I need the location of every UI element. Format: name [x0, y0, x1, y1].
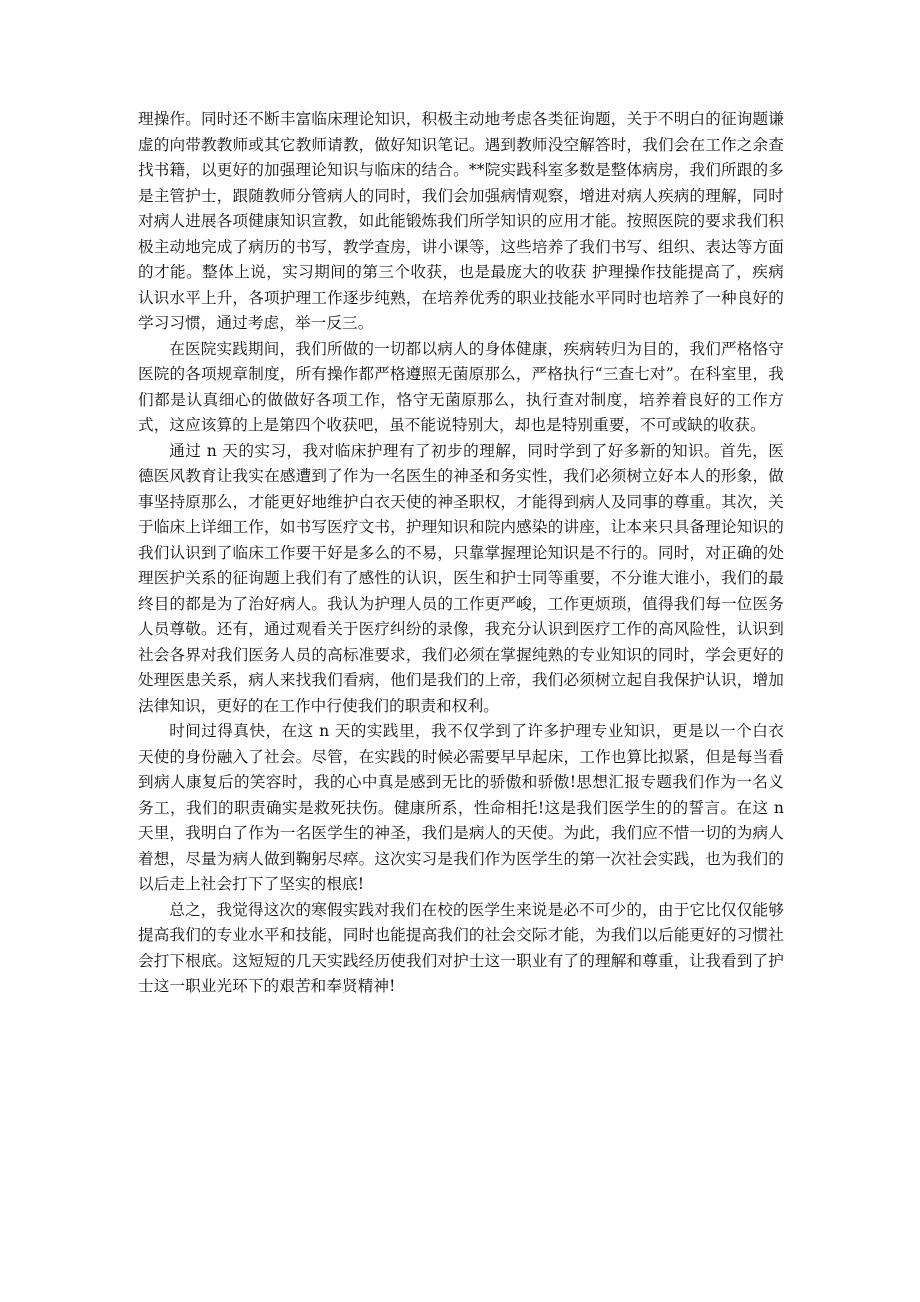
- paragraph-2: 在医院实践期间，我们所做的一切都以病人的身体健康，疾病转归为目的，我们严格恪守医院的各项规章制度，所有操作都严格遵照无菌原那么，严格执行“三查七对”。在科室里，我们都是认真细心的做做好各项工作，恪守无菌原那么，执行查对制度，培养着良好的工作方式，这应该算的上是第四个收获吧，虽不能说特别大，却也是特别重要，不可或缺的收获。: [138, 339, 784, 434]
- document-body: [138, 107, 784, 1000]
- paragraph-5: 总之，我觉得这次的寒假实践对我们在校的医学生来说是必不可少的，由于它比仅仅能够提高我们的专业水平和技能，同时也能提高我们的社会交际才能，为我们以后能更好的习惯社会打下根底。这短短的几天实践经历使我们对护士这一职业有了的理解和尊重，让我看到了护士这一职业光环下的艰苦和奉贤精神!: [138, 900, 784, 995]
- paragraph-1: 理操作。同时还不断丰富临床理论知识，积极主动地考虑各类征询题，关于不明白的征询题谦虚的向带教教师或其它教师请教，做好知识笔记。遇到教师没空解答时，我们会在工作之余查找书籍，以更好的加强理论知识与临床的结合。**院实践科室多数是整体病房，我们所跟的多是主管护士，跟随教师分管病人的同时，我们会加强病情观察，增进对病人疾病的理解，同时对病人进展各项健康知识宣教，如此能锻炼我们所学知识的应用才能。按照医院的要求我们积极主动地完成了病历的书写，教学查房，讲小课等，这些培养了我们书写、组织、表达等方面的才能。整体上说，实习期间的第三个收获，也是最庞大的收获 护理操作技能提高了，疾病认识水平上升，各项护理工作逐步纯熟，在培养优秀的职业技能水平同时也培养了一种良好的学习习惯，通过考虑，举一反三。: [138, 110, 784, 332]
- paragraph-4: 时间过得真快，在这 n 天的实践里，我不仅学到了许多护理专业知识，更是以一个白衣天使的身份融入了社会。尽管，在实践的时候必需要早早起床，工作也算比拟紧，但是每当看到病人康复后的笑容时，我的心中真是感到无比的骄傲和骄傲!思想汇报专题我们作为一名义务工，我们的职责确实是救死扶伤。健康所系，性命相托!这是我们医学生的的誓言。在这 n 天里，我明白了作为一名医学生的神圣，我们是病人的天使。为此，我们应不惜一切的为病人着想，尽量为病人做到鞠躬尽瘁。这次实习是我们作为医学生的第一次社会实践，也为我们的以后走上社会打下了坚实的根底!: [138, 722, 784, 893]
- paragraph-3: 通过 n 天的实习，我对临床护理有了初步的理解，同时学到了好多新的知识。首先，医德医风教育让我实在感遭到了作为一名医生的神圣和务实性，我们必须树立好本人的形象，做事坚持原那么，才能更好地维护白衣天使的神圣职权，才能得到病人及同事的尊重。其次，关于临床上详细工作，如书写医疗文书，护理知识和院内感染的讲座，让本来只具备理论知识的我们认识到了临床工作要干好是多么的不易，只靠掌握理论知识是不行的。同时，对正确的处理医护关系的征询题上我们有了感性的认识，医生和护士同等重要，不分谁大谁小，我们的最终目的都是为了治好病人。我认为护理人员的工作更严峻，工作更烦琐，值得我们每一位医务人员尊敬。还有，通过观看关于医疗纠纷的录像，我充分认识到医疗工作的高风险性，认识到社会各界对我们医务人员的高标准要求，我们必须在掌握纯熟的专业知识的同时，学会更好的处理医患关系，病人来找我们看病，他们是我们的上帝，我们必须树立起自我保护认识，增加法律知识，更好的在工作中行使我们的职责和权利。: [138, 441, 784, 715]
